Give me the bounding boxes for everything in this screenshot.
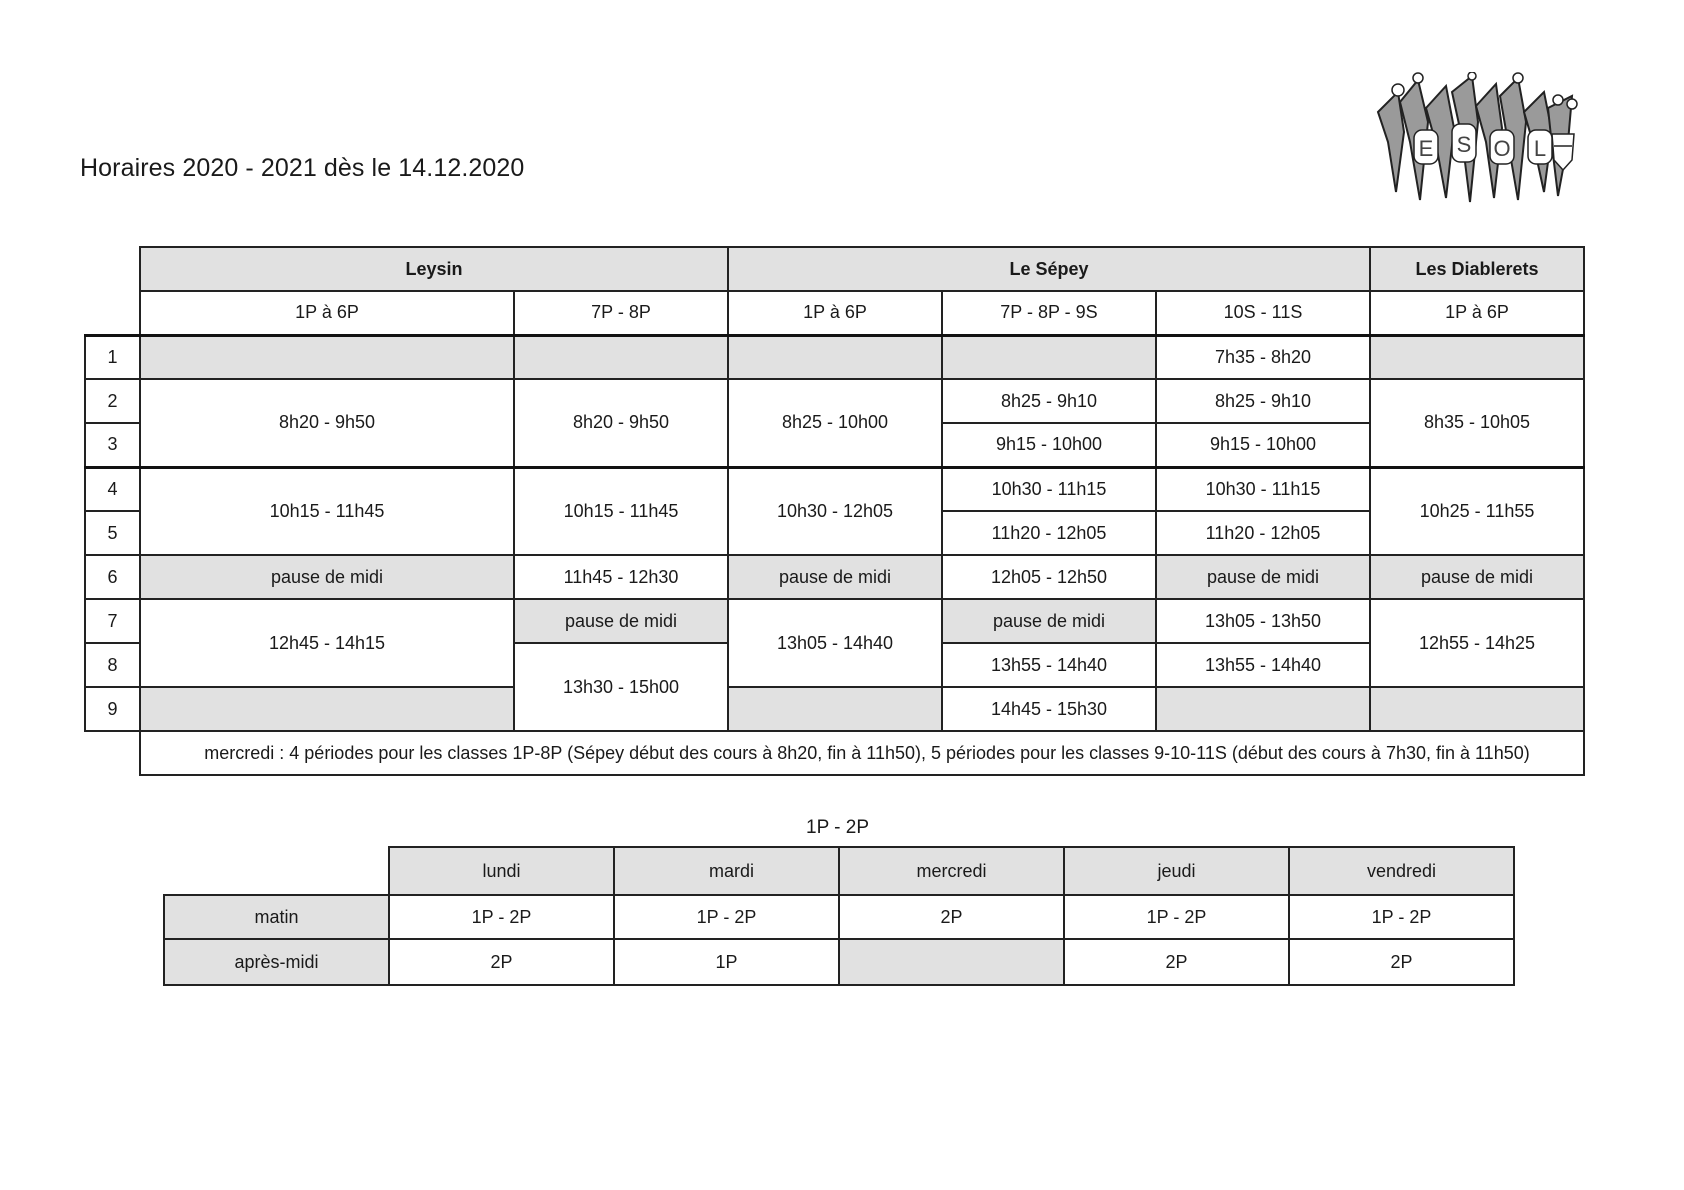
week-cell: 1P - 2P [614,895,839,939]
period-number: 6 [85,555,140,599]
schedule-table [84,246,1585,776]
row-label-matin: matin [164,895,389,939]
empty-cell [728,335,942,379]
group-header: 1P à 6P [1370,291,1584,335]
period-number: 2 [85,379,140,423]
time-cell: 9h15 - 10h00 [942,423,1156,467]
empty-cell [839,939,1064,985]
site-header-le-sepey: Le Sépey [728,247,1370,291]
period-number: 7 [85,599,140,643]
time-cell: 8h20 - 9h50 [140,379,514,467]
time-cell: 12h05 - 12h50 [942,555,1156,599]
time-cell: 8h35 - 10h05 [1370,379,1584,467]
time-cell: 13h05 - 13h50 [1156,599,1370,643]
empty-cell [1156,687,1370,731]
lunch-break-cell: pause de midi [514,599,728,643]
time-cell: 7h35 - 8h20 [1156,335,1370,379]
time-cell: 10h30 - 11h15 [1156,467,1370,511]
time-cell: 13h05 - 14h40 [728,599,942,687]
empty-cell [728,687,942,731]
time-cell: 11h20 - 12h05 [1156,511,1370,555]
time-cell: 13h55 - 14h40 [1156,643,1370,687]
week-cell: 2P [1064,939,1289,985]
day-header: lundi [389,847,614,895]
time-cell: 10h15 - 11h45 [514,467,728,555]
empty-cell [140,687,514,731]
empty-cell [514,335,728,379]
empty-cell [1370,335,1584,379]
day-header: vendredi [1289,847,1514,895]
empty-cell [140,335,514,379]
lunch-break-cell: pause de midi [140,555,514,599]
time-cell: 14h45 - 15h30 [942,687,1156,731]
group-header: 7P - 8P [514,291,728,335]
svg-text:S: S [1456,132,1472,157]
day-header: mercredi [839,847,1064,895]
time-cell: 12h45 - 14h15 [140,599,514,687]
time-cell: 10h30 - 12h05 [728,467,942,555]
page-title: Horaires 2020 - 2021 dès le 14.12.2020 [80,154,525,182]
lunch-break-cell: pause de midi [1370,555,1584,599]
period-number: 5 [85,511,140,555]
week-cell: 2P [839,895,1064,939]
school-logo [1368,72,1584,208]
time-cell: 10h25 - 11h55 [1370,467,1584,555]
lunch-break-cell: pause de midi [1156,555,1370,599]
period-number: 3 [85,423,140,467]
time-cell: 10h15 - 11h45 [140,467,514,555]
time-cell: 8h25 - 9h10 [1156,379,1370,423]
group-header: 1P à 6P [728,291,942,335]
day-header: jeudi [1064,847,1289,895]
svg-text:L: L [1533,136,1547,161]
lunch-break-cell: pause de midi [728,555,942,599]
group-header: 10S - 11S [1156,291,1370,335]
period-number: 1 [85,335,140,379]
time-cell: 12h55 - 14h25 [1370,599,1584,687]
time-cell: 8h25 - 9h10 [942,379,1156,423]
wednesday-note: mercredi : 4 périodes pour les classes 1P-8P (Sépey début des cours à 8h20, fin à 11h50), 5 périodes pour les classes 9-10-11S (début des cours à 7h30, fin à 11h50) [140,731,1584,775]
row-label-apres-midi: après-midi [164,939,389,985]
week-cell: 1P - 2P [1064,895,1289,939]
svg-text:E: E [1418,136,1434,161]
time-cell: 13h55 - 14h40 [942,643,1156,687]
group-header: 7P - 8P - 9S [942,291,1156,335]
svg-text:O: O [1493,136,1511,161]
week-table-caption: 1P - 2P [806,817,870,838]
time-cell: 9h15 - 10h00 [1156,423,1370,467]
week-table [163,846,1515,986]
lunch-break-cell: pause de midi [942,599,1156,643]
time-cell: 11h20 - 12h05 [942,511,1156,555]
time-cell: 8h20 - 9h50 [514,379,728,467]
week-cell: 1P - 2P [1289,895,1514,939]
time-cell: 8h25 - 10h00 [728,379,942,467]
time-cell: 13h30 - 15h00 [514,643,728,731]
site-header-leysin: Leysin [140,247,728,291]
group-header: 1P à 6P [140,291,514,335]
period-number: 4 [85,467,140,511]
empty-cell [1370,687,1584,731]
time-cell: 11h45 - 12h30 [514,555,728,599]
period-number: 9 [85,687,140,731]
week-cell: 1P - 2P [389,895,614,939]
week-cell: 2P [389,939,614,985]
time-cell: 10h30 - 11h15 [942,467,1156,511]
week-cell: 2P [1289,939,1514,985]
week-cell: 1P [614,939,839,985]
empty-cell [942,335,1156,379]
period-number: 8 [85,643,140,687]
day-header: mardi [614,847,839,895]
site-header-les-diablerets: Les Diablerets [1370,247,1584,291]
